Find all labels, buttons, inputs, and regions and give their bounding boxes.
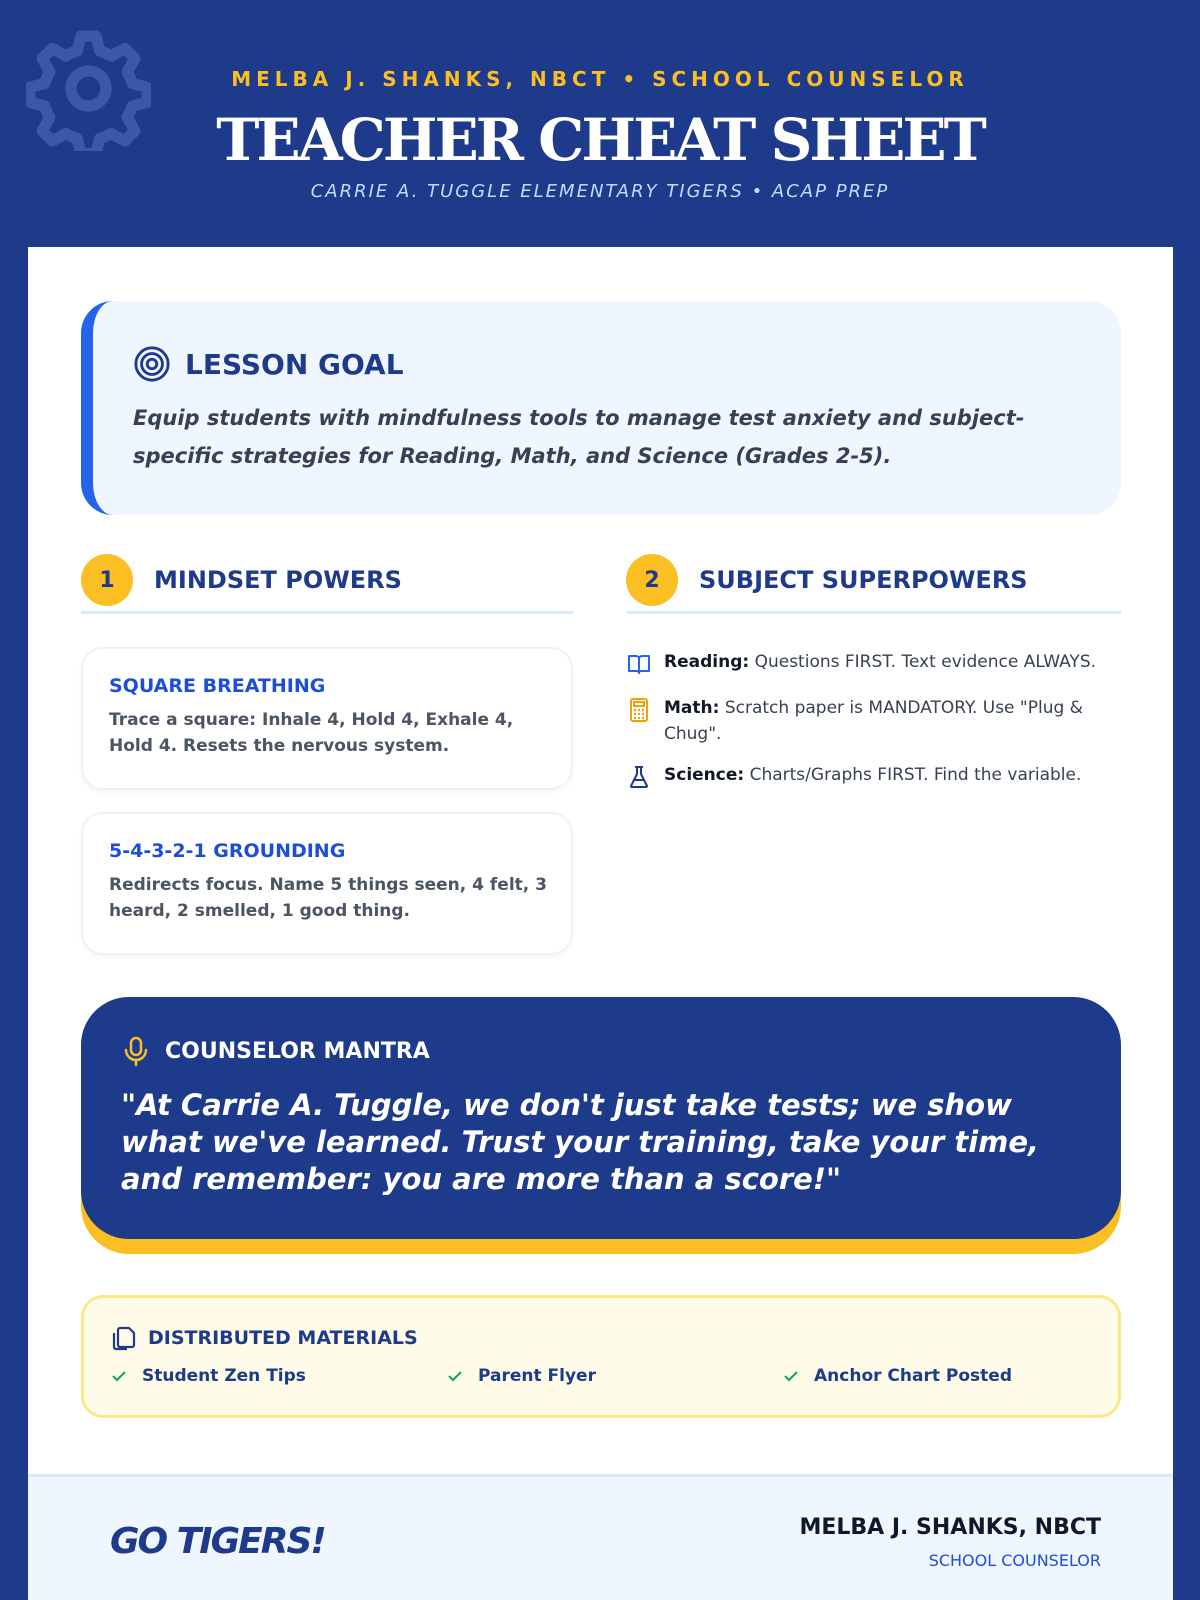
subject-strategy: Questions FIRST. Text evidence ALWAYS. [754, 652, 1097, 672]
subjects-header [626, 549, 1121, 614]
lesson-goal-text: Equip students with mindfulness tools to manage test anxiety and subject-specific strategies for Reading, Math, and Science (Grades 2-5). [133, 406, 1025, 468]
supertitle: MELBA J. SHANKS, NBCT • SCHOOL COUNSELOR [231, 67, 969, 91]
footer [28, 1474, 1173, 1600]
technique-title: SQUARE BREATHING [109, 675, 326, 697]
section-number-badge: 1 [81, 554, 133, 606]
subject-label: Reading: [664, 652, 750, 672]
technique-desc: Redirects focus. Name 5 things seen, 4 felt, 3 heard, 2 smelled, 1 good thing. [109, 875, 547, 921]
subjects-title: SUBJECT SUPERPOWERS [699, 566, 1028, 594]
page-subtitle: CARRIE A. TUGGLE ELEMENTARY TIGERS • ACAP PREP [310, 181, 890, 202]
signature-name: MELBA J. SHANKS, NBCT [799, 1515, 1101, 1540]
technique-card-square-breathing [81, 647, 573, 790]
flask-icon [626, 764, 652, 790]
subject-label: Science: [664, 765, 745, 785]
materials-box [81, 1295, 1121, 1418]
materials-title: DISTRIBUTED MATERIALS [148, 1327, 418, 1349]
material-item [110, 1366, 306, 1386]
material-label: Anchor Chart Posted [814, 1366, 1012, 1386]
copy-icon [110, 1324, 138, 1352]
mantra-title: COUNSELOR MANTRA [165, 1038, 430, 1064]
material-label: Student Zen Tips [142, 1366, 306, 1386]
cheat-sheet-card [28, 247, 1173, 1600]
subject-text [664, 695, 1121, 747]
target-icon [133, 345, 171, 383]
technique-card-grounding [81, 812, 573, 955]
book-icon [626, 651, 652, 677]
subject-text [664, 762, 1081, 788]
mantra-box [81, 997, 1121, 1239]
mindset-header [81, 549, 573, 614]
footer-slogan: GO TIGERS! [110, 1521, 325, 1562]
header [0, 0, 1200, 247]
subject-item-reading [626, 649, 1121, 677]
signature-role: SCHOOL COUNSELOR [928, 1551, 1101, 1570]
subject-item-math [626, 695, 1121, 747]
check-icon [446, 1367, 464, 1385]
material-item [782, 1366, 1012, 1386]
microphone-icon [121, 1035, 151, 1067]
subject-label: Math: [664, 698, 720, 718]
page-title: TEACHER CHEAT SHEET [216, 106, 984, 174]
subject-strategy: Scratch paper is MANDATORY. Use "Plug & Chug". [664, 698, 1083, 744]
material-item [446, 1366, 596, 1386]
lesson-goal-title: LESSON GOAL [185, 347, 404, 381]
technique-title: 5-4-3-2-1 GROUNDING [109, 840, 346, 862]
material-label: Parent Flyer [478, 1366, 596, 1386]
technique-desc: Trace a square: Inhale 4, Hold 4, Exhale 4, Hold 4. Resets the nervous system. [109, 710, 514, 756]
subject-text [664, 649, 1096, 675]
mantra-quote: "At Carrie A. Tuggle, we don't just take tests; we show what we've learned. Trust your training, take your time, and remember: you are more than a score!" [121, 1088, 1040, 1196]
calculator-icon [626, 697, 652, 723]
check-icon [782, 1367, 800, 1385]
lesson-goal-header [133, 345, 404, 383]
materials-header [110, 1324, 418, 1352]
subject-item-science [626, 762, 1121, 790]
mantra-header [121, 1035, 430, 1067]
check-icon [110, 1367, 128, 1385]
lesson-goal-box [81, 301, 1121, 515]
mindset-title: MINDSET POWERS [154, 566, 402, 594]
section-number-badge: 2 [626, 554, 678, 606]
subject-strategy: Charts/Graphs FIRST. Find the variable. [749, 765, 1082, 785]
